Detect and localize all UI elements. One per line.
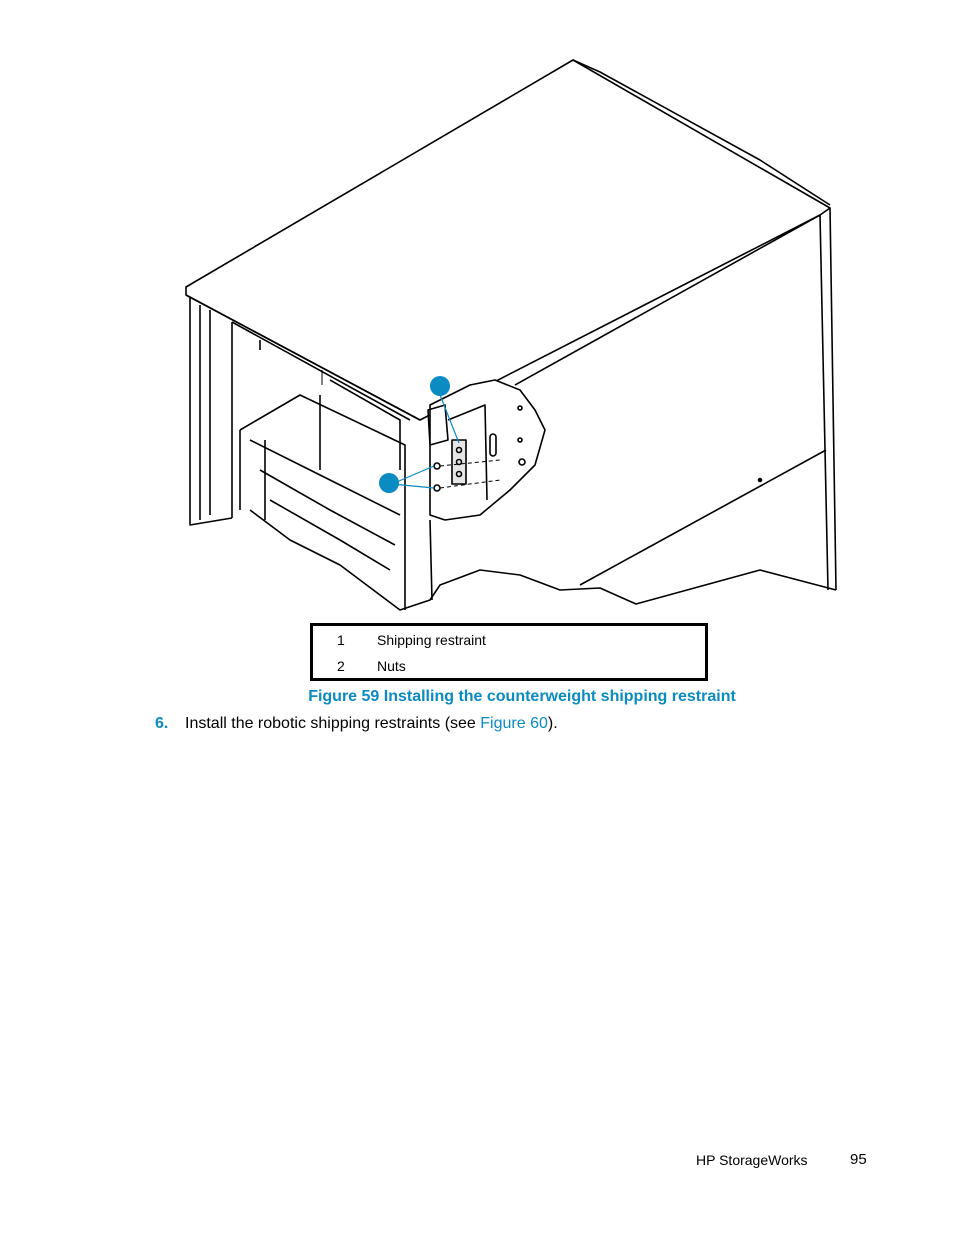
procedure-step — [155, 715, 558, 733]
step-number: 6. — [155, 715, 169, 732]
step-text: Install the robotic shipping restraints (see — [185, 715, 481, 732]
page-number: 95 — [850, 1151, 867, 1168]
legend-row — [313, 626, 705, 652]
legend-number: 1 — [337, 632, 345, 648]
legend-label: Nuts — [377, 658, 406, 674]
legend-number: 2 — [337, 658, 345, 674]
step-text-end: ). — [547, 715, 558, 732]
legend-row — [313, 652, 705, 678]
figure-60-link[interactable]: Figure 60 — [480, 715, 548, 732]
cabinet-illustration — [150, 55, 850, 615]
callout-1-marker — [430, 376, 450, 396]
legend-label: Shipping restraint — [377, 632, 486, 648]
footer-product-name: HP StorageWorks — [696, 1152, 808, 1168]
figure-legend-table — [310, 623, 708, 681]
callout-2-marker — [379, 473, 399, 493]
figure-caption: Figure 59 Installing the counterweight shipping restraint — [308, 688, 736, 705]
